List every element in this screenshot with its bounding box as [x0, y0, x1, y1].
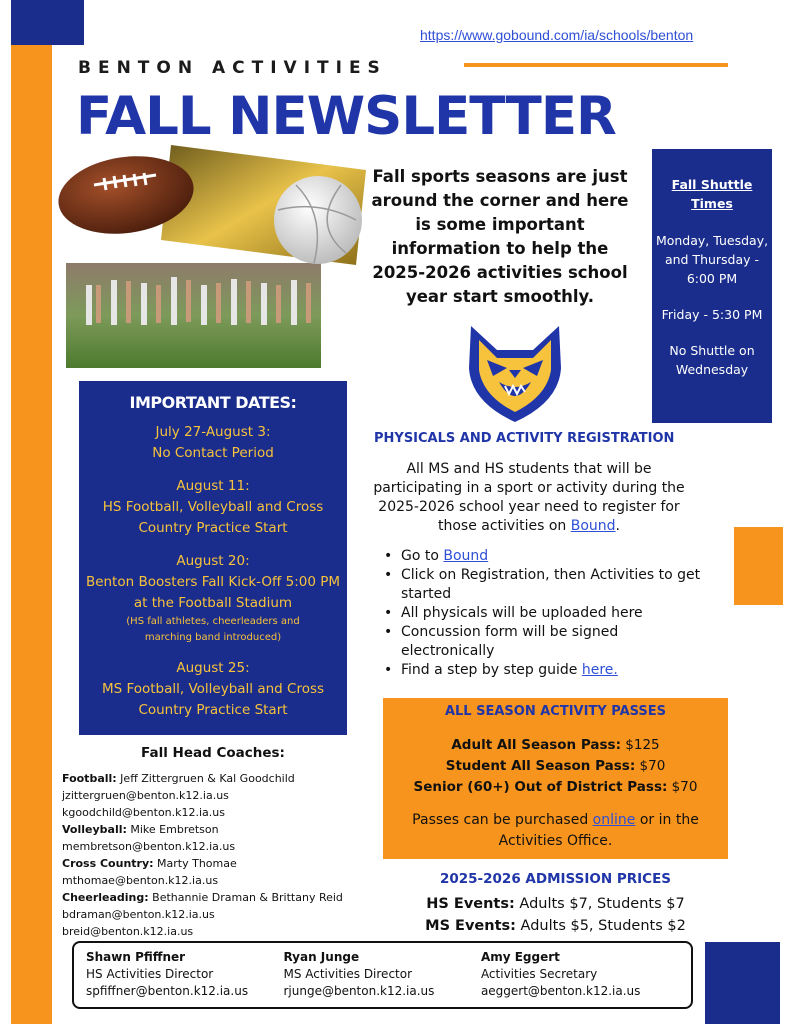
coach-group: [62, 855, 372, 872]
bottom-right-navy-block: [705, 942, 780, 1024]
admission-label: HS Events:: [426, 896, 515, 912]
step-text: Find a step by step guide: [401, 662, 582, 678]
coach-names: Bethannie Draman & Brittany Reid: [148, 891, 343, 904]
staff-contact: [86, 949, 283, 1001]
coach-sport: Cross Country:: [62, 857, 154, 870]
online-link[interactable]: online: [592, 812, 636, 828]
list-item: [384, 566, 704, 604]
pass-label: Student All Season Pass:: [445, 758, 636, 774]
staff-contacts-footer: [72, 941, 693, 1009]
staff-role: MS Activities Director: [283, 967, 413, 981]
date-note: (HS fall athletes, cheerleaders and marching band introduced): [126, 616, 300, 643]
registration-steps-list: [384, 547, 704, 680]
date-label: August 11:: [176, 478, 250, 494]
important-dates-heading: IMPORTANT DATES:: [129, 393, 297, 412]
date-label: August 25:: [176, 660, 250, 676]
staff-email: spfiffner@benton.k12.ia.us: [86, 984, 249, 998]
newsletter-kicker: BENTON ACTIVITIES: [78, 58, 387, 78]
list-item: [384, 547, 704, 566]
physicals-body-text: All MS and HS students that will be participating in a sport or activity during the 2025-2026 school year need to register for those activities on: [373, 461, 685, 534]
shuttle-line: Friday - 5:30 PM: [661, 307, 763, 322]
date-text: HS Football, Volleyball and Cross Country Practice Start: [102, 499, 324, 536]
admission-line: [383, 893, 728, 915]
physicals-body: [372, 460, 686, 536]
shuttle-line: Monday, Tuesday, and Thursday - 6:00 PM: [655, 233, 769, 286]
admission-prices: [383, 893, 728, 937]
step-text: Go to: [401, 548, 444, 564]
date-item: [79, 476, 347, 539]
staff-name: Amy Eggert: [480, 950, 560, 964]
step-text: All physicals will be uploaded here: [401, 605, 643, 621]
passes-note-end: or in the Activities Office.: [498, 812, 699, 849]
pass-label: Adult All Season Pass:: [451, 737, 621, 753]
staff-role: Activities Secretary: [480, 967, 598, 981]
date-label: August 20:: [176, 553, 250, 569]
staff-role: HS Activities Director: [86, 967, 214, 981]
coaches-list: [62, 770, 372, 940]
step-text: Concussion form will be signed electronically: [401, 624, 619, 659]
physicals-heading: PHYSICALS AND ACTIVITY REGISTRATION: [374, 431, 675, 446]
coaches-heading: Fall Head Coaches:: [141, 745, 285, 761]
staff-contact: [481, 949, 678, 1001]
coach-group: [62, 770, 372, 787]
staff-email: aeggert@benton.k12.ia.us: [480, 984, 641, 998]
coach-names: Marty Thomae: [153, 857, 237, 870]
staff-name: Shawn Pfiffner: [86, 950, 186, 964]
passes-heading: ALL SEASON ACTIVITY PASSES: [444, 704, 667, 719]
sports-collage-image: [56, 145, 366, 370]
important-dates-box: [79, 381, 347, 735]
admission-text: Adults $5, Students $2: [515, 918, 686, 934]
coach-sport: Volleyball:: [62, 823, 127, 836]
pass-price: $70: [635, 758, 666, 774]
passes-note: [383, 810, 728, 852]
pass-price: $125: [620, 737, 660, 753]
pass-label: Senior (60+) Out of District Pass:: [413, 779, 668, 795]
list-item: [384, 623, 704, 661]
coach-sport: Football:: [62, 772, 117, 785]
left-orange-bar: [11, 45, 52, 1024]
guide-here-link[interactable]: here.: [581, 662, 618, 678]
staff-name: Ryan Junge: [283, 950, 360, 964]
coach-names: Mike Embretson: [126, 823, 219, 836]
season-passes-box: [383, 698, 728, 859]
date-item: [79, 422, 347, 464]
staff-email: rjunge@benton.k12.ia.us: [283, 984, 435, 998]
date-text: Benton Boosters Fall Kick-Off 5:00 PM at the Football Stadium: [85, 574, 341, 611]
newsletter-title: FALL NEWSLETTER: [76, 86, 616, 147]
admission-line: [383, 915, 728, 937]
admission-label: MS Events:: [425, 918, 516, 934]
coach-email: membretson@benton.k12.ia.us: [62, 840, 236, 853]
intro-text: Fall sports seasons are just around the corner and here is some important information to help the 2025-2026 activities school year start smoothly.: [371, 167, 629, 306]
coach-email: kgoodchild@benton.k12.ia.us: [62, 806, 226, 819]
admission-heading: 2025-2026 ADMISSION PRICES: [439, 871, 672, 887]
pass-line: [383, 777, 728, 798]
step-text: Click on Registration, then Activities to get started: [401, 567, 701, 602]
coach-names: Jeff Zittergruen & Kal Goodchild: [116, 772, 295, 785]
physicals-body-end: .: [615, 518, 620, 534]
list-item: [384, 661, 704, 680]
coach-email: mthomae@benton.k12.ia.us: [62, 874, 219, 887]
coach-group: [62, 889, 372, 906]
coach-email: bdraman@benton.k12.ia.us: [62, 908, 215, 921]
right-orange-block: [734, 527, 783, 605]
pass-line: [383, 735, 728, 756]
date-text: No Contact Period: [152, 445, 274, 461]
top-left-navy-block: [11, 0, 84, 45]
date-label: July 27-August 3:: [155, 424, 271, 440]
list-item: [384, 604, 704, 623]
shuttle-title: Fall Shuttle Times: [671, 177, 753, 211]
date-item: [79, 658, 347, 721]
date-item: [79, 551, 347, 646]
coach-email: jzittergruen@benton.k12.ia.us: [62, 789, 229, 802]
shuttle-times-box: [652, 149, 772, 423]
admission-text: Adults $7, Students $7: [514, 896, 685, 912]
school-url-link[interactable]: https://www.gobound.com/ia/schools/benton: [420, 27, 694, 43]
coach-sport: Cheerleading:: [62, 891, 149, 904]
bound-step-link[interactable]: Bound: [443, 548, 489, 564]
passes-note-text: Passes can be purchased: [412, 812, 593, 828]
coach-email: breid@benton.k12.ia.us: [62, 925, 194, 938]
wildcat-logo: [463, 320, 567, 424]
pass-price: $70: [667, 779, 698, 795]
header-orange-rule: [464, 63, 728, 67]
pass-line: [383, 756, 728, 777]
coach-group: [62, 821, 372, 838]
bound-link[interactable]: Bound: [570, 518, 616, 534]
shuttle-line: No Shuttle on Wednesday: [669, 343, 755, 377]
staff-contact: [283, 949, 480, 1001]
date-text: MS Football, Volleyball and Cross Country Practice Start: [101, 681, 325, 718]
